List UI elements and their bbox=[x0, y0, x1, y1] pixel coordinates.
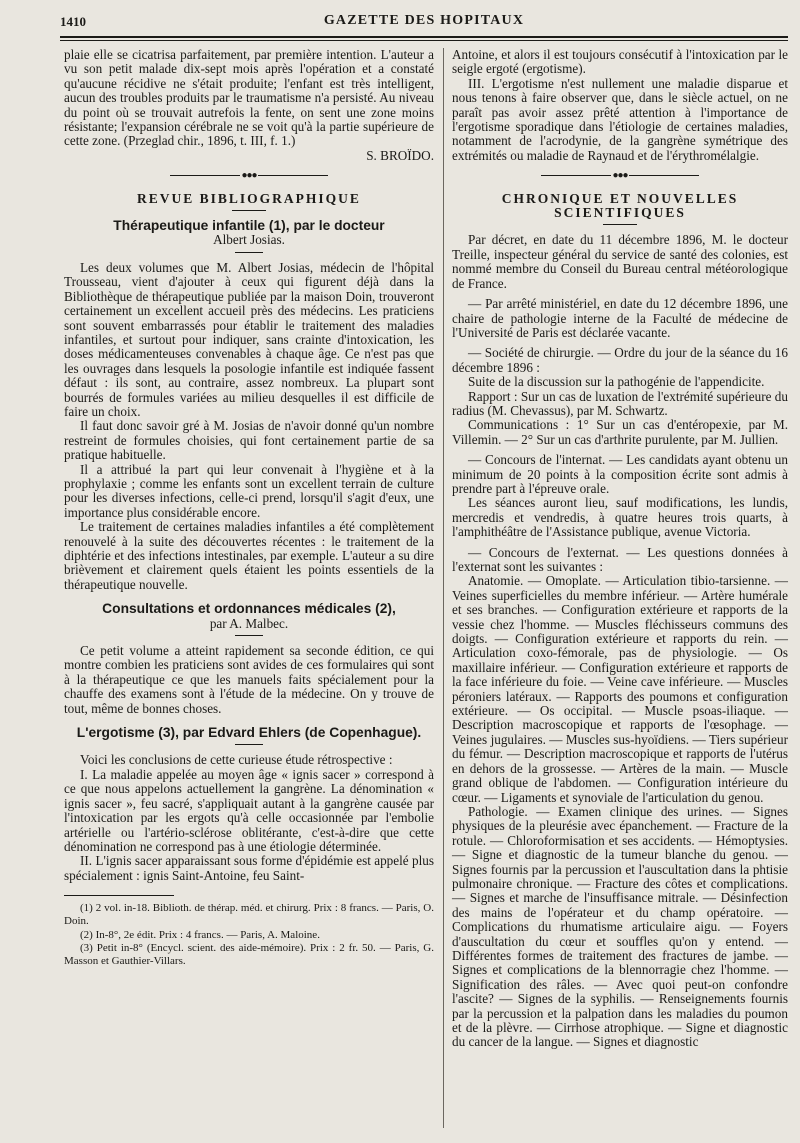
article-title-therapeutique: Thérapeutique infantile (1), par le docteur bbox=[113, 218, 385, 234]
footnote-rule bbox=[64, 895, 174, 896]
divider-ornament: ●●● bbox=[452, 169, 788, 183]
divider-ornament: ●●● bbox=[64, 169, 434, 183]
footnote: (3) Petit in-8° (Encycl. scient. des aide-mémoire). Prix : 2 fr. 50. — Paris, G. Masson et Gauthier-Villars. bbox=[64, 941, 434, 967]
paragraph: Il a attribué la part qui leur convenait à l'hygiène et à la prophylaxie ; comme les enfants sont un excellent terrain de culture pour les diverses infections, celle-ci prend, lorsqu'il s'agit d'eux, une importance plus considérable encore. bbox=[64, 461, 434, 520]
paragraph: Rapport : Sur un cas de luxation de l'extrémité supérieure du radius (M. Chevassus), par M. Schwartz. bbox=[452, 388, 788, 418]
article-author-malbec: par A. Malbec. bbox=[209, 615, 289, 631]
paragraph: Le traitement de certaines maladies infantiles a été complètement renouvelé à la suite des découvertes récentes : le traitement de la diphtérie et des infections intestinales, par exemple. L'auteur a su dire brièvement et clairement quels étaient les points essentiels de la thérapeutique nouvelle. bbox=[64, 519, 434, 592]
paragraph: Pathologie. — Examen clinique des urines. — Signes physiques de la pleurésie avec épanchement. — Fracture de la rotule. — Chloroformisation et ses accidents. — Hémoptysies. — Signe et diagnostic de la tumeur blanche du genou. — Signes fournis par la percussion et l'auscultation dans la phtisie pulmonaire chronique. — Fracture des côtes et complications. — Signes et marche de l'insuffisance mitrale. — Désinfection des mains de l'opérateur et du champ opératoire. — Complications du rhumatisme articulaire aigu. — Foyers d'auscultation du cœur et souffles qu'on y entend. — Différentes formes de traitement des fractures de jambe. — Signes et complications de la blennorragie chez l'homme. — Signification des râles. — Avec quoi peut-on confondre l'ascite? — Signes de la syphilis. — Renseignements fournis par la percussion et la palpation dans les maladies du poumon et de la plèvre. — Cirrhose atrophique. — Signe et diagnostic du cancer de la langue. — Signes et diagnostic bbox=[452, 803, 788, 1050]
footnote: (2) In-8°, 2e édit. Prix : 4 francs. — Paris, A. Maloine. bbox=[80, 928, 320, 941]
page-number: 1410 bbox=[60, 14, 86, 29]
paragraph: Les séances auront lieu, sauf modifications, les lundis, mercredis et vendredis, à quatre heures trois quarts, à l'amphithéâtre de l'Assistance publique, avenue Victoria. bbox=[452, 495, 788, 540]
article-rule bbox=[235, 744, 263, 745]
paragraph: Voici les conclusions de cette curieuse étude rétrospective : bbox=[80, 752, 393, 768]
paragraph: Il faut donc savoir gré à M. Josias de n'avoir donné qu'un nombre restreint de formules choisies, qui font certainement partie de sa pratique habituelle. bbox=[64, 418, 434, 463]
section-title-revue: REVUE BIBLIOGRAPHIQUE bbox=[137, 190, 361, 206]
paragraph: I. La maladie appelée au moyen âge « ignis sacer » correspond à ce que nous appelons actuellement la gangrène. La dénomination « ignis sacer », feu sacré, s'appliquait autant à la gangrène causée par l'intoxication par les ergots qu'à celle occasionnée par l'embolie artérielle ou l'artério-sclérose oblitérante, c'est-à-dire que cette dénomination ne correspond pas à une étiologie déterminée. bbox=[64, 766, 434, 854]
intro-signature: S. BROÏDO. bbox=[366, 147, 434, 163]
section-title-chronique: CHRONIQUE ET NOUVELLES SCIENTIFIQUES bbox=[501, 190, 739, 221]
section-rule bbox=[603, 224, 637, 225]
article-rule bbox=[235, 635, 263, 636]
paragraph: Les deux volumes que M. Albert Josias, médecin de l'hôpital Trousseau, vient d'ajouter à ceux qui figurent déjà dans la Bibliothèque de thérapeutique publiée par la maison Doin, trouveront certainement un excellent accueil près des médecins. Les praticiens sont souvent embarrassés pour établir le traitement des maladies infantiles, et surtout pour indiquer, sans crainte d'intoxication, les doses médicamenteuses convenables à chaque âge. Ce n'est pas que les ouvrages dans lesquels la posologie infantile est indiquée fassent défaut : ils sont, au contraire, assez nombreux. La plupart sont bourrés de formules variées au milieu desquelles il est difficile de faire un choix. bbox=[64, 259, 434, 419]
column-separator bbox=[443, 48, 444, 1128]
header-rule-thin bbox=[60, 40, 788, 41]
article-author-josias: Albert Josias. bbox=[213, 232, 285, 248]
header-rule bbox=[60, 36, 788, 38]
paragraph: II. L'ignis sacer apparaissant sous forme d'épidémie est appelé plus spécialement : ignis Saint-Antoine, feu Saint- bbox=[64, 853, 434, 883]
paragraph: Anatomie. — Omoplate. — Articulation tibio-tarsienne. — Veines superficielles du membre inférieur. — Artère humérale et ses branches. — Configuration extérieure et rapports de la vessie chez l'homme. — Muscles fléchisseurs communs des doigts. — Configuration extérieure et rapports du rein. — Articulation coxo-fémorale, pas de physiologie. — Os maxillaire inférieur. — Configuration extérieure et rapports de la face inférieure du foie. — Veine cave inférieure. — Muscles péroniers latéraux. — Rapports des poumons et configuration extérieure. — Os occipital. — Muscle psoas-iliaque. — Description macroscopique et rapports de l'œsophage. — Veines jugulaires. — Muscles sus-hyoïdiens. — Tiers supérieur du fémur. — Description macroscopique et rapports de l'utérus en dehors de la grossesse. — Artères de la main. — Muscle grand oblique de l'abdomen. — Configuration intérieure du cœur. — Ligaments et synoviale de l'articulation du genou. bbox=[452, 573, 788, 805]
paragraph: — Société de chirurgie. — Ordre du jour de la séance du 16 décembre 1896 : bbox=[452, 345, 788, 375]
paragraph: Par décret, en date du 11 décembre 1896, M. le docteur Treille, inspecteur général du service de santé des colonies, est nommé membre du Conseil du Bureau central météorologique de France. bbox=[452, 232, 788, 291]
article-title-consultations: Consultations et ordonnances médicales (2), bbox=[102, 601, 396, 617]
paragraph: — Concours de l'externat. — Les questions données à l'externat sont les suivantes : bbox=[452, 544, 788, 574]
paragraph: Suite de la discussion sur la pathogénie de l'appendicite. bbox=[468, 374, 765, 390]
paragraph: Ce petit volume a atteint rapidement sa seconde édition, ce qui montre combien les praticiens sont avides de ces formulaires qui sont à la thérapeutique ce que les manuels faits spécialement pour la chauffe des examens sont à l'étude de la médecine. On y trouve de tout, même de bonnes choses. bbox=[64, 643, 434, 716]
intro-paragraph: plaie elle se cicatrisa parfaitement, par première intention. L'auteur a vu son petit malade dix-sept mois après l'opération et a constaté qu'aucune récidive ne s'était produite; l'enfant est très intelligent, aucun des troubles produits par le traumatisme n'a persisté. Au niveau du point où se trouvait autrefois la fente, on sent une zone moins résistante; l'expansion cérébrale ne se voit qu'à la partie supérieure de cette zone. (Przeglad chir., 1896, t. III, f. 1.) bbox=[64, 47, 434, 149]
section-rule bbox=[232, 210, 266, 211]
left-column bbox=[64, 48, 434, 968]
journal-title: GAZETTE DES HOPITAUX bbox=[323, 13, 525, 28]
paragraph: Communications : 1° Sur un cas d'entéropexie, par M. Villemin. — 2° Sur un cas d'arthrite purulente, par M. Jullien. bbox=[452, 417, 788, 447]
paragraph: Antoine, et alors il est toujours consécutif à l'intoxication par le seigle ergoté (ergotisme). bbox=[452, 47, 788, 77]
right-column bbox=[452, 48, 788, 1050]
article-title-ergotisme: L'ergotisme (3), par Edvard Ehlers (de Copenhague). bbox=[76, 725, 422, 741]
article-rule bbox=[235, 252, 263, 253]
paragraph: — Par arrêté ministériel, en date du 12 décembre 1896, une chaire de pathologie interne de la Faculté de médecine de l'Université de Paris est déclarée vacante. bbox=[452, 296, 788, 340]
paragraph: III. L'ergotisme n'est nullement une maladie disparue et nous tenons à faire observer que, dans le siècle actuel, on ne paraît pas avoir assez prêté attention à l'importance de l'ergotisme sporadique dans l'étiologie de certaines maladies, notamment de l'acrodynie, de la gangrène symétrique des extrémités ou maladie de Raynaud et de l'érythromélalgie. bbox=[452, 75, 788, 163]
footnote: (1) 2 vol. in-18. Biblioth. de thérap. méd. et chirurg. Prix : 8 francs. — Paris, O. Doin. bbox=[64, 902, 434, 928]
page-header bbox=[60, 12, 788, 36]
paragraph: — Concours de l'internat. — Les candidats ayant obtenu un minimum de 20 points à la composition écrite sont admis à prendre part à l'épreuve orale. bbox=[452, 452, 788, 496]
